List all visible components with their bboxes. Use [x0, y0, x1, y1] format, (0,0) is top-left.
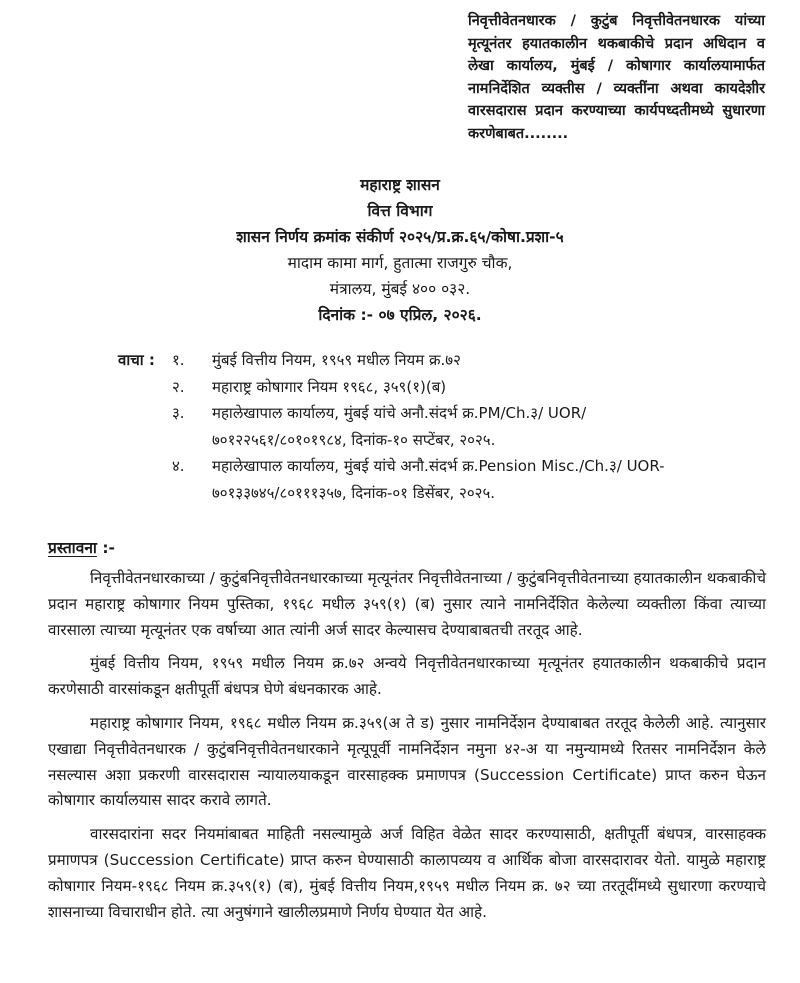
reference-text: महाराष्ट्र कोषागार नियम १९६८, ३५९(१)(ब) [212, 377, 447, 396]
reference-item-2 [172, 374, 718, 401]
read-items-list [172, 347, 718, 506]
department-name: वित्त विभाग [367, 202, 433, 220]
date-line: दिनांक :- ०७ एप्रिल, २०२६. [318, 306, 482, 324]
preamble-paragraph-2: मुंबई वित्तीय नियम, १९५९ मधील नियम क्र.७२ अन्वये निवृत्तीवेतनधारकाच्या मृत्यूनंतर हयातकालीन थकबाकीचे प्रदान करणेसाठी वारसांकडून क्षतीपूर्ती बंधपत्र घेणे बंधनकारक आहे. [48, 654, 766, 699]
read-label: वाचा : [118, 351, 155, 369]
reference-text: महालेखापाल कार्यालय, मुंबई यांचे अनौ.संदर्भ क्र.Pension Misc./Ch.३/ UOR- ७०१३३७४५/८०१११३५७, दिनांक-०१ डिसेंबर, २०२५. [212, 457, 665, 502]
government-name: महाराष्ट्र शासन [360, 176, 440, 194]
preamble-heading-text: प्रस्तावना [48, 539, 97, 557]
read-references-section [118, 347, 718, 506]
reference-number: २. [172, 377, 185, 396]
subject-block: निवृत्तीवेतनधारक / कुटुंब निवृत्तीवेतनधारक यांच्या मृत्यूनंतर हयातकालीन थकबाकीचे प्रदान अधिदान व लेखा कार्यालय, मुंबई / कोषागार कार्यालयामार्फत नामनिर्देशित व्यक्तीस / व्यक्तींना अथवा कायदेशीर वारसदारास प्रदान करण्याच्या कार्यपध्दतीमध्ये सुधारणा करणेबाबत........ [468, 13, 765, 142]
preamble-heading [48, 536, 115, 558]
preamble-paragraph-1: निवृत्तीवेतनधारकाच्या / कुटुंबनिवृत्तीवेतनधारकाच्या मृत्यूनंतर निवृत्तीवेतनाच्या / कुटुंबनिवृत्तीवेतनाच्या हयातकालीन थकबाकीचे प्रदान महाराष्ट्र कोषागार नियम पुस्तिका, १९६८ मधील ३५९(१) (ब) नुसार त्याने नामनिर्देशित केलेल्या व्यक्तीला किंवा त्याच्या वारसाला त्याच्या मृत्यूनंतर एक वर्षाच्या आत त्यांनी अर्ज सादर केल्यासच देण्याबाबतची तरतूद आहे. [48, 569, 766, 639]
reference-number: १. [172, 351, 185, 369]
reference-item-4 [172, 453, 718, 506]
address-line-2: मंत्रालय, मुंबई ४०० ०३२. [329, 280, 471, 298]
preamble-paragraph-3: महाराष्ट्र कोषागार नियम, १९६८ मधील नियम क्र.३५९(अ ते ड) नुसार नामनिर्देशन देण्याबाबत तरतूद केलेली आहे. त्यानुसार एखाद्या निवृत्तीवेतनधारक / कुटुंबनिवृत्तीवेतनधारकाने मृत्यूपूर्वी नामनिर्देशन नमुना ४२-अ या नमुन्यामध्ये रितसर नामनिर्देशन केले नसल्यास अशा प्रकरणी वारसदारास न्यायालयाकडून वारसाहक्क प्रमाणपत्र (Succession Certificate) प्राप्त करुन घेऊन कोषागार कार्यालयास सादर करावे लागते. [48, 713, 766, 810]
reference-text: महालेखापाल कार्यालय, मुंबई यांचे अनौ.संदर्भ क्र.PM/Ch.३/ UOR/ ७०१२२५६१/८०१०१९८४, दिनांक-१० सप्टेंबर, २०२५. [212, 404, 587, 449]
reference-item-1 [172, 347, 718, 374]
reference-number: ३. [172, 404, 185, 422]
reference-number: ४. [172, 457, 185, 475]
preamble-heading-suffix: :- [96, 539, 115, 557]
preamble-paragraph-4: वारसदारांना सदर नियमांबाबत माहिती नसल्यामुळे अर्ज विहित वेळेत सादर करण्यासाठी, क्षतीपूर्ती बंधपत्र, वारसाहक्क प्रमाणपत्र (Succession Certificate) प्राप्त करुन घेण्यासाठी कालापव्यय व आर्थिक बोजा वारसदारावर येतो. यामुळे महाराष्ट्र कोषागार नियम-१९६८ नियम क्र.३५९(१) (ब), मुंबई वित्तीय नियम,१९५९ मधील नियम क्र. ७२ च्या तरतूदींमध्ये सुधारणा करण्याचे शासनाच्या विचाराधीन होते. त्या अनुषंगाने खालीलप्रमाणे निर्णय घेण्यात येत आहे. [48, 825, 766, 921]
reference-item-3 [172, 400, 718, 453]
preamble-body [48, 566, 766, 933]
reference-text: मुंबई वित्तीय नियम, १९५९ मधील नियम क्र.७२ [212, 351, 461, 369]
resolution-number: शासन निर्णय क्रमांक संकीर्ण २०२५/प्र.क्र.६५/कोषा.प्रशा-५ [236, 228, 564, 246]
document-header [0, 172, 800, 328]
address-line-1: मादाम कामा मार्ग, हुतात्मा राजगुरु चौक, [287, 254, 513, 272]
